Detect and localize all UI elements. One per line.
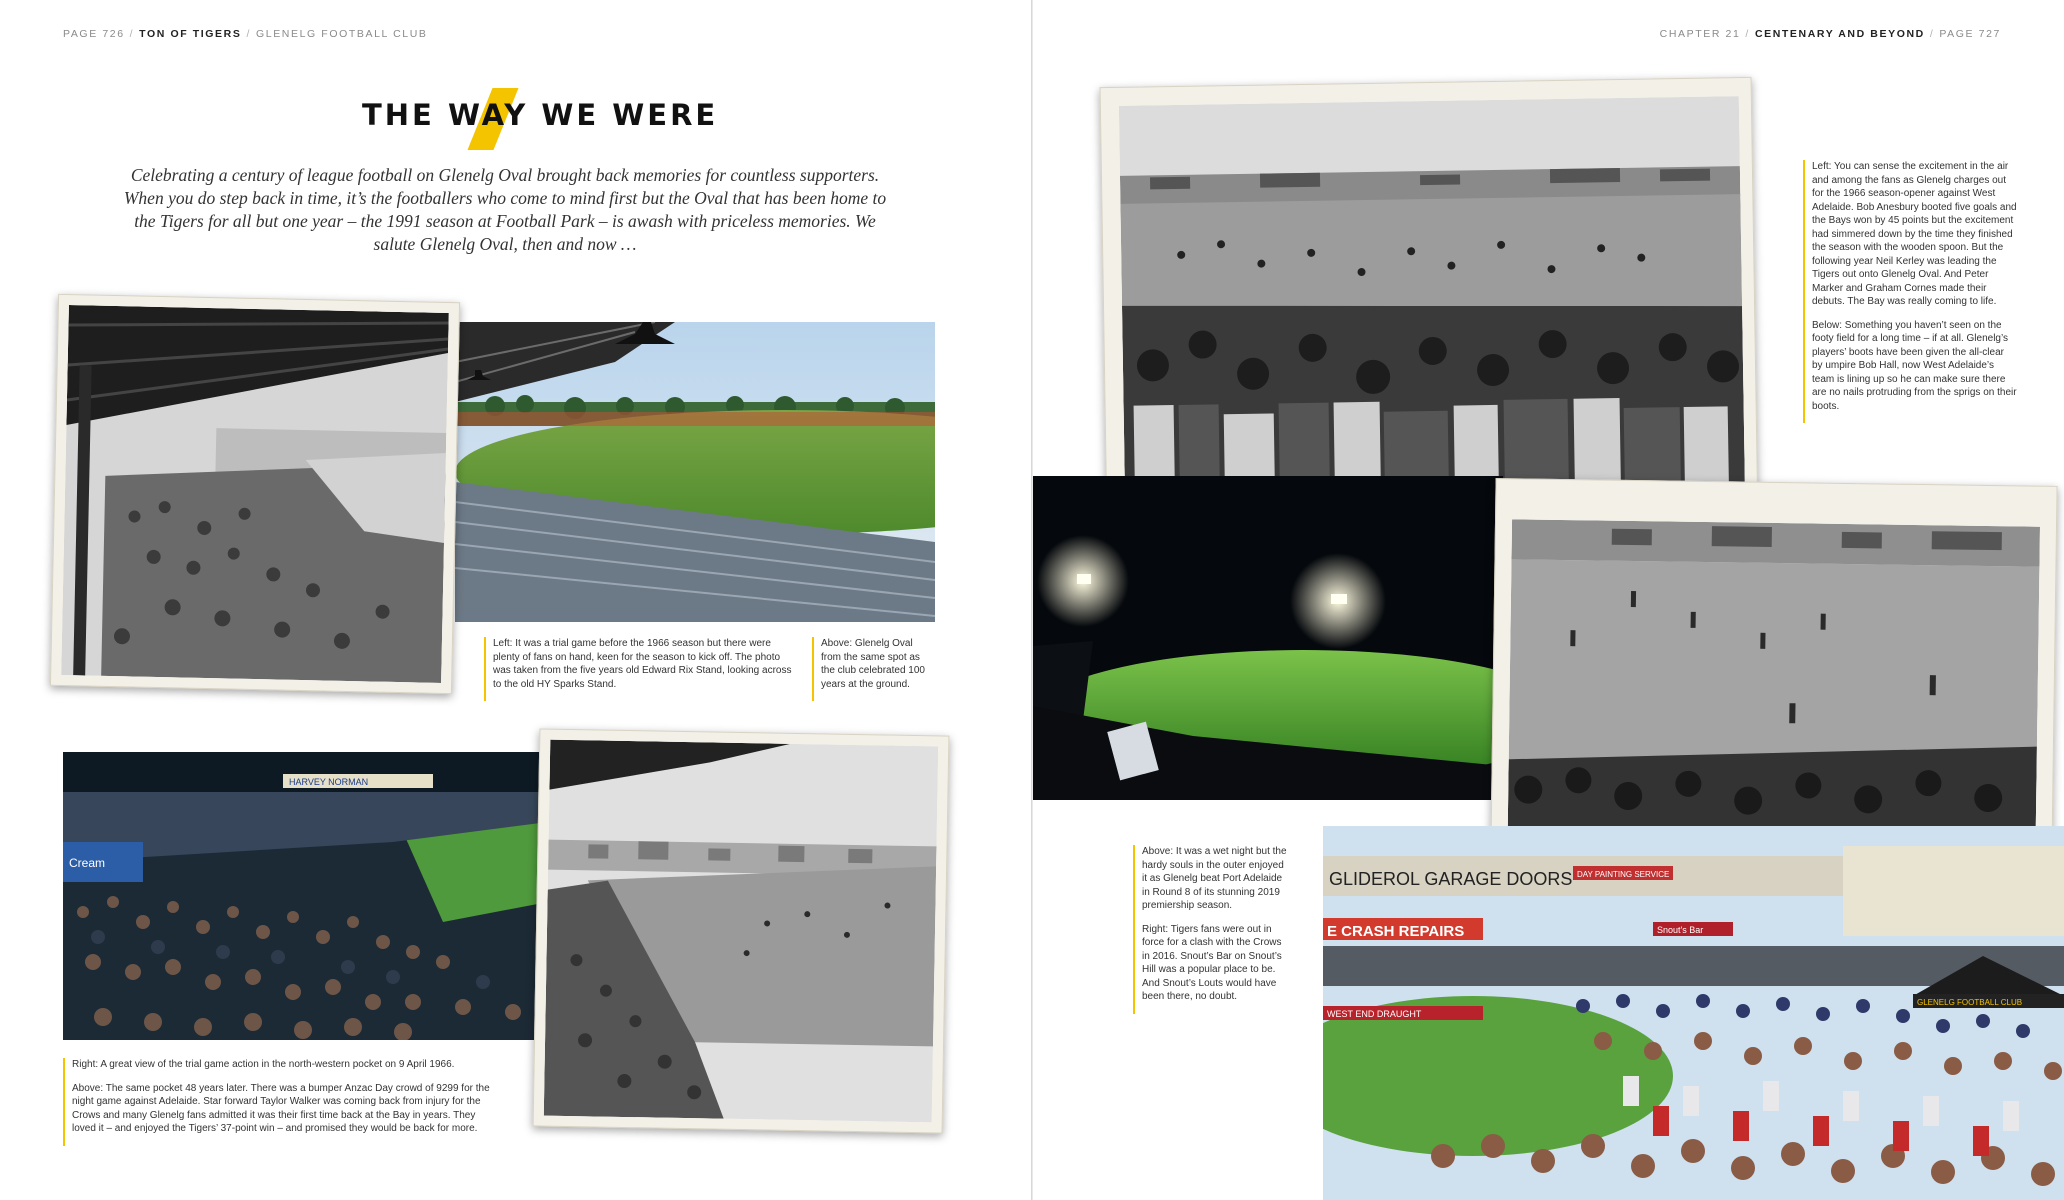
- running-head-left: PAGE 726 / TON OF TIGERS / GLENELG FOOTBALL CLUB: [63, 28, 428, 40]
- caption-text: Right: A great view of the trial game action in the north-western pocket on 9 April 1966.: [72, 1059, 455, 1070]
- caption-text: Left: It was a trial game before the 1966 season but there were plenty of fans on hand, keen for the season to kick off. The photo was taken from the five years old Edward Rix Stand, looking across to the old HY Sparks Stand.: [493, 638, 792, 690]
- caption-text: Right: Tigers fans were out in force for a clash with the Crows in 2016. Snout’s Bar on Snout’s Hill was a popular place to be. And Snout’s Louts would have been there, no doubt.: [1142, 923, 1282, 1002]
- title-block: [362, 92, 719, 148]
- photo-wet-night: [1033, 476, 1503, 800]
- photo-1966-pocket: [533, 728, 950, 1133]
- sign-harvey: HARVEY NORMAN: [289, 777, 369, 787]
- chapter-number: CHAPTER 21: [1659, 28, 1741, 40]
- caption-wet-night: [1133, 845, 1290, 1014]
- caption-1966-stand: [484, 637, 793, 701]
- sign-crash: E CRASH REPAIRS: [1327, 923, 1465, 940]
- photo-1966-stand: [50, 294, 460, 694]
- photo-modern-oval: [455, 322, 935, 622]
- sign-cream: Cream: [69, 856, 106, 870]
- caption-text: Left: You can sense the excitement in the air and among the fans as Glenelg charges out for the 1966 season-opener against West Adelaide. Bob Anesbury booted five goals and the Bays won by 45 points but the excitement had simmered down by the time they finished the season with the wooden spoon. But the following year Neil Kerley was leading the Tigers out onto Glenelg Oval. And Peter Marker and Graham Cornes made their debuts. The Bay was really coming to life.: [1812, 161, 2017, 307]
- running-head-right: CHAPTER 21 / CENTENARY AND BEYOND / PAGE 727: [1659, 28, 2001, 40]
- caption-text: Above: The same pocket 48 years later. There was a bumper Anzac Day crowd of 9299 for the night game against Adelaide. Star forward Taylor Walker was coming back from injury for the Crows and many Glenelg fans admitted it was their first time back at the Bay in years. They loved it – and enjoyed the Tigers’ 37-point win – and promised they would be back for more.: [72, 1082, 490, 1134]
- photo-1966-opener: [1100, 77, 1759, 529]
- chapter-title: CENTENARY AND BEYOND: [1754, 28, 1925, 40]
- right-page: [1033, 0, 2064, 1200]
- caption-opener: [1803, 160, 2017, 423]
- page-title: THE WAY WE WERE: [362, 98, 719, 132]
- sign-west-end: WEST END DRAUGHT: [1327, 1009, 1422, 1019]
- page-number: PAGE 727: [1939, 28, 2001, 40]
- caption-text: Above: It was a wet night but the hardy souls in the outer enjoyed it as Glenelg beat Port Adelaide in Round 8 of its stunning 2019 premiership season.: [1142, 846, 1287, 911]
- sign-snouts: Snout's Bar: [1657, 925, 1704, 935]
- caption-text: Above: Glenelg Oval from the same spot as the club celebrated 100 years at the ground.: [821, 638, 925, 690]
- photo-1966-boots: [1490, 478, 2057, 858]
- photo-snouts-hill: [1323, 826, 2064, 1200]
- photo-pocket-crowd: [63, 752, 548, 1040]
- caption-pocket: [63, 1058, 492, 1146]
- club-name: GLENELG FOOTBALL CLUB: [255, 28, 428, 40]
- book-title: TON OF TIGERS: [139, 28, 242, 40]
- page-number: PAGE 726: [63, 28, 125, 40]
- sign-gliderol: GLIDEROL GARAGE DOORS: [1329, 869, 1573, 889]
- left-page: [0, 0, 1031, 1200]
- caption-modern-oval: [812, 637, 931, 701]
- caption-text: Below: Something you haven’t seen on the footy field for a long time – if at all. Glenelg’s players’ boots have been given the all-clear by umpire Bob Hall, now West Adelaide’s team is lining up so he can make sure there are no nails protruding from the sprigs on their boots.: [1812, 319, 2017, 412]
- sign-tent: GLENELG FOOTBALL CLUB: [1917, 998, 2023, 1007]
- sign-day-service: DAY PAINTING SERVICE: [1577, 870, 1670, 879]
- intro-paragraph: Celebrating a century of league football on Glenelg Oval brought back memories for countless supporters. When you do step back in time, it’s the footballers who come to mind first but the Oval that has been home to the Tigers for all but one year – the 1991 season at Football Park – is awash with priceless memories. We salute Glenelg Oval, then and now …: [123, 165, 887, 254]
